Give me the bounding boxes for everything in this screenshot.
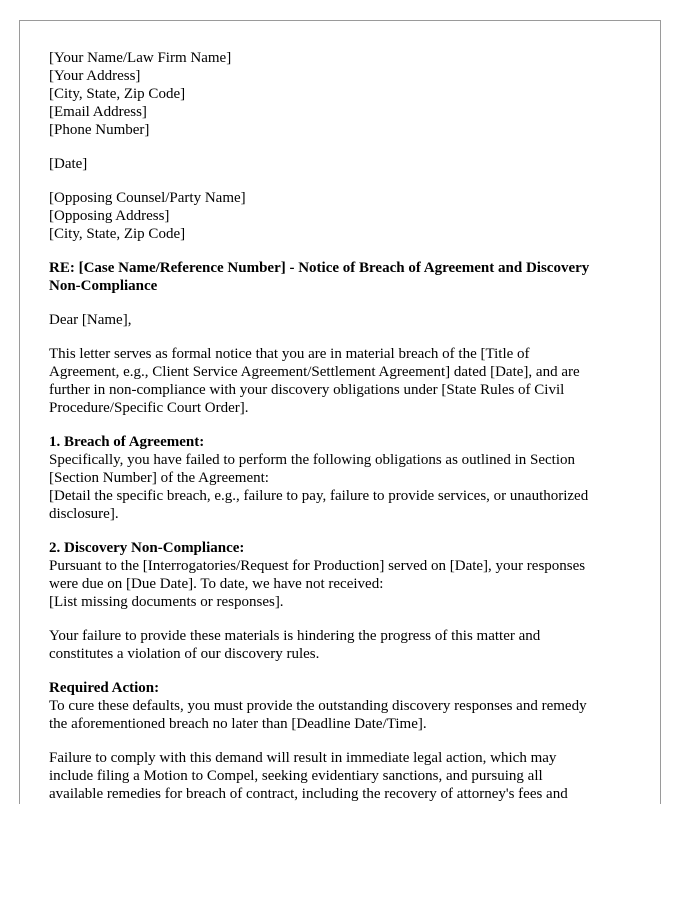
salutation-block: [49, 311, 633, 329]
intro-line-3: further in non-compliance with your discovery obligations under [State Rules of Civil: [49, 382, 565, 398]
intro-line-1: This letter serves as formal notice that you are in material breach of the [Title of: [49, 346, 530, 362]
date-block: [49, 155, 633, 173]
recipient-address: [Opposing Address]: [49, 208, 170, 224]
subject-line-2: Non-Compliance: [49, 278, 158, 294]
section-breach-line-4: disclosure].: [49, 506, 119, 522]
salutation: Dear [Name],: [49, 312, 132, 328]
consequences-line-2: include filing a Motion to Compel, seeking evidentiary sanctions, and pursuing all: [49, 768, 543, 784]
required-action-heading: Required Action:: [49, 680, 160, 696]
section-breach: [49, 433, 633, 523]
sender-city-state-zip: [City, State, Zip Code]: [49, 86, 186, 102]
sender-name: [Your Name/Law Firm Name]: [49, 50, 232, 66]
section-discovery-heading: 2. Discovery Non-Compliance:: [49, 540, 245, 556]
sender-email: [Email Address]: [49, 104, 147, 120]
section-breach-line-3: [Detail the specific breach, e.g., failure to pay, failure to provide services, or unauthorized: [49, 488, 589, 504]
failure-paragraph: [49, 627, 633, 663]
letter-page: [19, 20, 661, 804]
section-breach-heading: 1. Breach of Agreement:: [49, 434, 205, 450]
letter-body: [49, 49, 633, 804]
section-breach-line-1: Specifically, you have failed to perform the following obligations as outlined in Section: [49, 452, 575, 468]
recipient-block: [49, 189, 633, 243]
consequences-paragraph: [49, 749, 633, 803]
intro-line-2: Agreement, e.g., Client Service Agreement/Settlement Agreement] dated [Date], and are: [49, 364, 580, 380]
intro-line-4: Procedure/Specific Court Order].: [49, 400, 249, 416]
required-action-line-2: the aforementioned breach no later than [Deadline Date/Time].: [49, 716, 427, 732]
section-discovery-line-1: Pursuant to the [Interrogatories/Request for Production] served on [Date], your responses: [49, 558, 586, 574]
recipient-city-state-zip: [City, State, Zip Code]: [49, 226, 186, 242]
section-breach-line-2: [Section Number] of the Agreement:: [49, 470, 269, 486]
sender-phone: [Phone Number]: [49, 122, 150, 138]
intro-paragraph: [49, 345, 633, 417]
section-discovery-line-2: were due on [Due Date]. To date, we have not received:: [49, 576, 384, 592]
section-discovery: [49, 539, 633, 611]
failure-line-2: constitutes a violation of our discovery rules.: [49, 646, 320, 662]
subject-line-1: RE: [Case Name/Reference Number] - Notice of Breach of Agreement and Discovery: [49, 260, 590, 276]
sender-address: [Your Address]: [49, 68, 141, 84]
consequences-line-1: Failure to comply with this demand will result in immediate legal action, which may: [49, 750, 557, 766]
required-action-section: [49, 679, 633, 733]
sender-block: [49, 49, 633, 139]
recipient-name: [Opposing Counsel/Party Name]: [49, 190, 246, 206]
subject-line: [49, 259, 633, 295]
required-action-line-1: To cure these defaults, you must provide the outstanding discovery responses and remedy: [49, 698, 587, 714]
section-discovery-line-3: [List missing documents or responses].: [49, 594, 284, 610]
letter-date: [Date]: [49, 156, 88, 172]
consequences-line-3: available remedies for breach of contract, including the recovery of attorney's fees and: [49, 786, 568, 802]
failure-line-1: Your failure to provide these materials is hindering the progress of this matter and: [49, 628, 541, 644]
